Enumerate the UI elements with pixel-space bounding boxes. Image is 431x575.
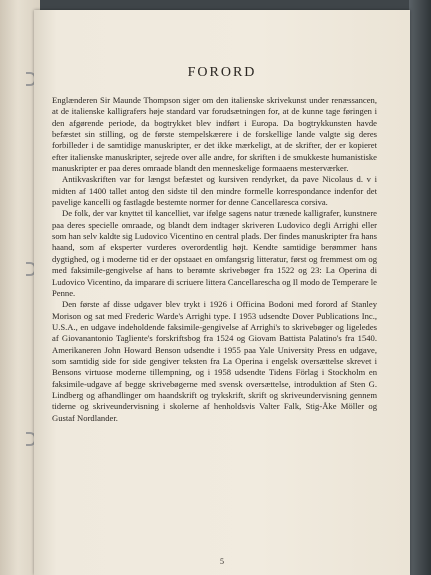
page-number: 5	[220, 557, 224, 566]
paragraph: Antikvaskriften var for længst befæstet og kursiven rendyrket, da pave Nicolaus d. v i midten af 1400 tallet antog den sidste til den mindre formelle korrespondance indenfor det pavelige kancelli og fastlagde bestemte normer for denne Cancellaresca corsiva.	[52, 174, 377, 208]
background-surface	[409, 0, 431, 575]
page-title: FORORD	[187, 65, 257, 80]
paragraph: Englænderen Sir Maunde Thompson siger om den italienske skrivekunst under renæssancen, at de italienske kalligrafers høje standard var forudsætningen for, at de kunne tage føringen i den afgørende periode, da bogtrykket blev indført i Europa. Da bogtrykkunsten havde befæstet sin stilling, og de første stempelskærere i de forskellige lande valgte sig deres forbilleder i de samtidige manuskripter, er det ikke mærkeligt, at de skrifter, der er kopieret efter italienske manuskripter, sejrede over alle andre, for skriften i de smukkeste humanistiske manuskripter er paa deres omraade blandt den menneskelige formaaens mesterværker.	[52, 95, 377, 174]
paragraph: De folk, der var knyttet til kancelliet, var ifølge sagens natur trænede kalligrafer, kunstnere paa deres specielle omraade, og blandt dem indtager skriveren Ludovico degli Arrighi eller som han selv kaldte sig Ludovico Vicentino en central plads. Der findes manuskripter fra hans haand, som af eksperter vurderes overordentlig højt. Kendte samtidige berømmer hans dygtighed, og i moderne tid er der opstaaet en omfangsrig litteratur, først og fremmest om og med faksimile-gengivelse af hans to berømte skrivebøger fra 1522 og 23: La Operina di Ludovico Vicentino, da imparare di scriuere littera Cancellarescha og Il modo de Temperare le Penne.	[52, 208, 377, 298]
body-text	[52, 95, 377, 424]
paragraph: Den første af disse udgaver blev trykt i 1926 i Officina Bodoni med forord af Stanley Morison og sat med Frederic Warde's Arrighi type. I 1953 udsendte Dover Publications Inc., U.S.A., en udgave indeholdende faksimile-gengivelse af Arrighi's to skrivebøger og ligeledes af Giovanantonio Tagliente's forskriftsbog fra 1524 og Giovam Battista Palatino's fra 1540. Amerikaneren John Howard Benson udsendte i 1955 paa Yale University Press en udgave, som samtidig side for side gengiver teksten fra La Operina i engelsk oversættelse skrevet i Bensons virtuose moderne tillempning, og i 1958 udsendte Tidens Förlag i Stockholm en faksimile-udgave af begge skrivebøgerne med svensk oversættelse, introduktion af Sten G. Lindberg og afhandlinger om haandskrift og trykskrift, skrift og skriveundervisning gennem tiderne og skriveundervisning i skolerne af henholdsvis Valter Falk, Stig-Åke Möller og Gustaf Nordlander.	[52, 299, 377, 423]
